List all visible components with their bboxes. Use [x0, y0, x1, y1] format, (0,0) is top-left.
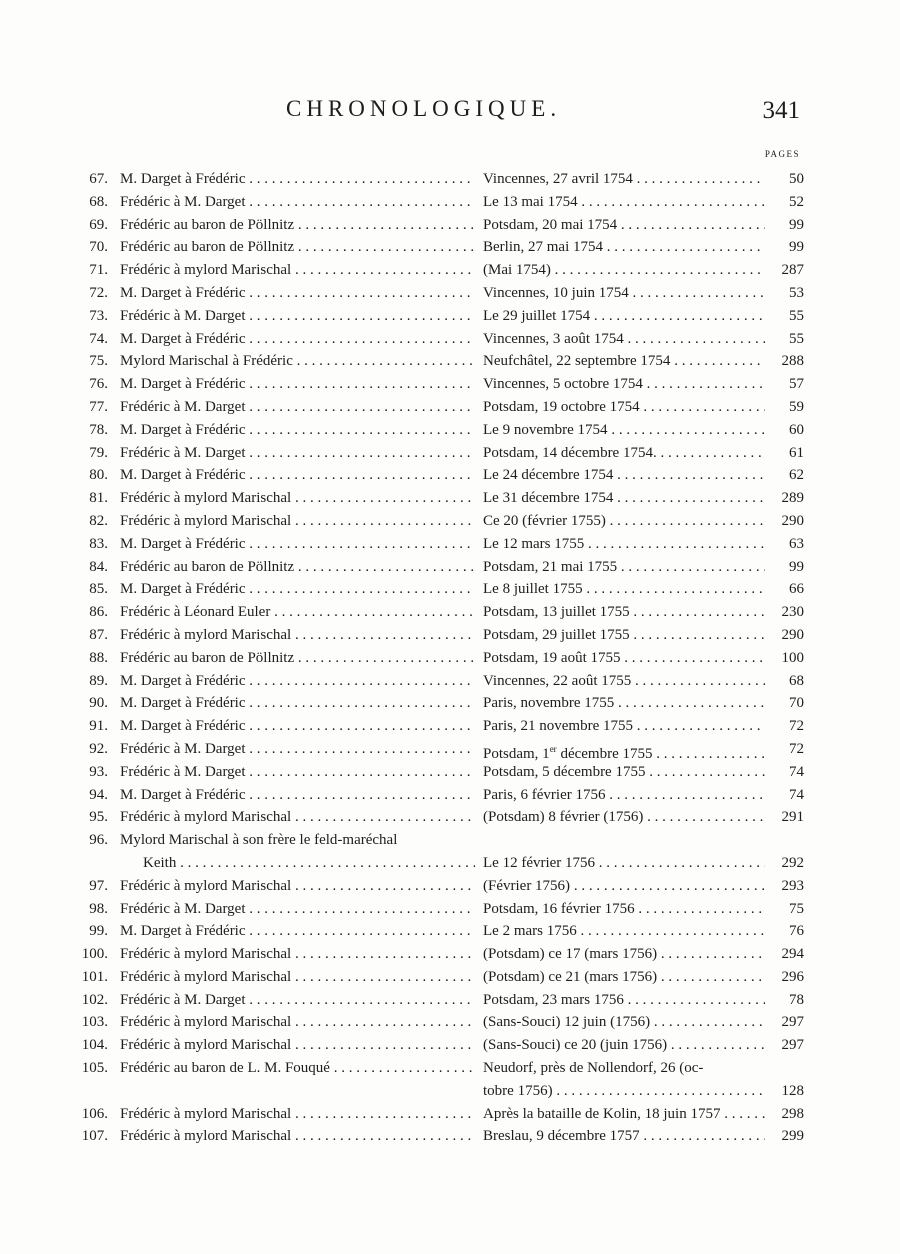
entry-description — [120, 601, 475, 624]
entry-page: 61 — [789, 444, 804, 461]
entry-date-text: (Sans-Souci) 12 juin (1756) . . . — [483, 1014, 765, 1030]
entry-description-text: Frédéric au baron de Pöllnitz . . . — [120, 559, 475, 575]
list-item — [0, 556, 900, 579]
entry-description-text: Mylord Marischal à son frère le feld-maréchal — [120, 832, 401, 848]
entry-description-text: M. Darget à Frédéric . . . — [120, 581, 475, 597]
entry-number: 80. — [89, 467, 108, 484]
entry-page: 290 — [781, 512, 804, 529]
entry-description — [120, 328, 475, 351]
entry-date — [483, 601, 765, 624]
list-item — [0, 898, 900, 921]
entry-date — [483, 784, 765, 807]
entry-description — [120, 989, 475, 1012]
entry-description-text: M. Darget à Frédéric . . . — [120, 331, 475, 347]
entry-page: 100 — [781, 649, 804, 666]
entry-number: 88. — [89, 649, 108, 666]
entry-date-text: Potsdam, 14 décembre 1754. . . . — [483, 445, 765, 461]
entry-number: 98. — [89, 900, 108, 917]
entry-date-text: Potsdam, 20 mai 1754 . . . — [483, 217, 765, 233]
entry-description — [120, 282, 475, 305]
entry-date-text: (Février 1756) . . . — [483, 878, 765, 894]
entry-date — [483, 761, 765, 784]
pages-column-header: PAGES — [764, 149, 800, 159]
entry-number: 103. — [81, 1014, 108, 1031]
list-item — [0, 670, 900, 693]
entry-description-text: Frédéric à M. Darget . . . — [120, 399, 475, 415]
entry-date — [483, 464, 765, 487]
entry-date-text: (Sans-Souci) ce 20 (juin 1756) . . . — [483, 1037, 765, 1053]
entry-date — [483, 1011, 765, 1034]
entry-description — [120, 373, 475, 396]
entry-description-text: Frédéric au baron de Pöllnitz . . . — [120, 217, 475, 233]
entry-description-text: Frédéric à M. Darget . . . — [120, 764, 475, 780]
entry-page: 60 — [789, 421, 804, 438]
entry-date — [483, 647, 765, 670]
entry-date — [483, 305, 765, 328]
entry-description — [120, 1034, 475, 1057]
entry-date-text: Le 2 mars 1756 . . . — [483, 923, 765, 939]
list-item — [0, 236, 900, 259]
entry-description — [120, 692, 475, 715]
entry-number: 86. — [89, 604, 108, 621]
entry-number: 78. — [89, 421, 108, 438]
entry-number: 104. — [81, 1037, 108, 1054]
entry-description-text: Frédéric à M. Darget . . . — [120, 194, 475, 210]
entry-description — [120, 556, 475, 579]
entry-description-text: Frédéric à mylord Marischal . . . — [120, 1014, 475, 1030]
entry-description — [120, 898, 475, 921]
entry-date — [483, 852, 765, 875]
entry-page: 78 — [789, 991, 804, 1008]
entry-number: 95. — [89, 809, 108, 826]
entry-description-text: Frédéric à mylord Marischal . . . — [120, 809, 475, 825]
entry-description — [120, 442, 475, 465]
entry-number: 89. — [89, 672, 108, 689]
entry-description-text: M. Darget à Frédéric . . . — [120, 673, 475, 689]
entry-description-text: Frédéric à M. Darget . . . — [120, 445, 475, 461]
entry-page: 287 — [781, 262, 804, 279]
entry-date-text: Paris, novembre 1755 . . . — [483, 695, 765, 711]
entry-date-text: Neufchâtel, 22 septembre 1754 . . . — [483, 353, 765, 369]
entry-page: 128 — [781, 1082, 804, 1099]
entry-number: 105. — [81, 1060, 108, 1077]
entry-description — [120, 920, 475, 943]
entry-date-text: Ce 20 (février 1755) . . . — [483, 513, 765, 529]
entry-number: 82. — [89, 512, 108, 529]
entry-page: 72 — [789, 718, 804, 735]
entry-description-text: Frédéric à M. Darget . . . — [120, 308, 475, 324]
entry-date — [483, 396, 765, 419]
entry-description — [120, 966, 475, 989]
entry-description-text: Frédéric au baron de L. M. Fouqué . . . — [120, 1060, 475, 1076]
entry-date — [483, 1103, 765, 1126]
entry-page: 70 — [789, 695, 804, 712]
entry-description-text: Frédéric à mylord Marischal . . . — [120, 946, 475, 962]
entry-number: 72. — [89, 284, 108, 301]
entry-date — [483, 214, 765, 237]
entry-number: 92. — [89, 740, 108, 757]
list-item — [0, 806, 900, 829]
entry-number: 87. — [89, 626, 108, 643]
entry-description-text: M. Darget à Frédéric . . . — [120, 787, 475, 803]
list-item — [0, 715, 900, 738]
entry-date — [483, 191, 765, 214]
list-item — [0, 1057, 900, 1080]
entry-description — [120, 464, 475, 487]
entry-description-text: M. Darget à Frédéric . . . — [120, 923, 475, 939]
entry-date — [483, 1057, 783, 1080]
entry-page: 59 — [789, 398, 804, 415]
entry-page: 293 — [781, 877, 804, 894]
list-item — [0, 328, 900, 351]
chronology-list — [0, 168, 900, 1148]
entry-date-text: Potsdam, 19 octobre 1754 . . . — [483, 399, 765, 415]
entry-number: 73. — [89, 307, 108, 324]
entry-description-text: Frédéric à mylord Marischal . . . — [120, 490, 475, 506]
entry-number: 69. — [89, 216, 108, 233]
entry-date — [483, 1034, 765, 1057]
entry-number: 83. — [89, 535, 108, 552]
entry-description — [120, 1011, 475, 1034]
entry-page: 99 — [789, 216, 804, 233]
entry-description-text: Frédéric à mylord Marischal . . . — [120, 513, 475, 529]
list-item — [0, 259, 900, 282]
entry-page: 288 — [781, 353, 804, 370]
entry-number: 77. — [89, 398, 108, 415]
entry-number: 106. — [81, 1105, 108, 1122]
entry-description — [120, 168, 475, 191]
entry-date-text: Paris, 21 novembre 1755 . . . — [483, 718, 765, 734]
entry-number: 71. — [89, 262, 108, 279]
entry-date — [483, 259, 765, 282]
entry-number: 102. — [81, 991, 108, 1008]
entry-date-text: Vincennes, 10 juin 1754 . . . — [483, 285, 765, 301]
list-item — [0, 214, 900, 237]
entry-page: 297 — [781, 1014, 804, 1031]
entry-page: 50 — [789, 171, 804, 187]
entry-description — [120, 1125, 475, 1148]
entry-date-text: Potsdam, 19 août 1755 . . . — [483, 650, 765, 666]
list-item — [0, 784, 900, 807]
entry-date-part: Potsdam, 1 — [483, 745, 550, 762]
entry-page: 291 — [781, 809, 804, 826]
entry-date-superscript: er — [549, 743, 557, 754]
entry-description-text: Frédéric à mylord Marischal . . . — [120, 262, 475, 278]
entry-date — [483, 282, 765, 305]
entry-description — [120, 578, 475, 601]
entry-description — [120, 943, 475, 966]
entry-description-text: Frédéric à mylord Marischal . . . — [120, 627, 475, 643]
entry-number: 85. — [89, 581, 108, 598]
entry-date — [483, 715, 765, 738]
entry-date — [483, 328, 765, 351]
entry-page: 74 — [789, 786, 804, 803]
entry-date-text: Berlin, 27 mai 1754 . . . — [483, 239, 765, 255]
entry-number: 93. — [89, 763, 108, 780]
page-number: 341 — [762, 97, 800, 124]
list-item — [0, 738, 900, 761]
entry-description-text: Frédéric à mylord Marischal . . . — [120, 1037, 475, 1053]
list-item — [0, 943, 900, 966]
entry-page: 297 — [781, 1037, 804, 1054]
entry-number: 67. — [89, 171, 108, 187]
entry-date-text: Potsdam, 29 juillet 1755 . . . — [483, 627, 765, 643]
entry-description — [120, 1103, 475, 1126]
entry-description — [120, 533, 475, 556]
entry-description — [120, 670, 475, 693]
entry-number: 70. — [89, 239, 108, 256]
entry-description-text: Frédéric à mylord Marischal . . . — [120, 878, 475, 894]
list-item — [0, 829, 900, 852]
entry-description-text: Mylord Marischal à Frédéric . . . — [120, 353, 475, 369]
list-item — [0, 1125, 900, 1148]
entry-page: 298 — [781, 1105, 804, 1122]
entry-date — [483, 578, 765, 601]
list-item — [0, 624, 900, 647]
entry-description — [120, 214, 475, 237]
entry-date-text: Après la bataille de Kolin, 18 juin 1757 . . . — [483, 1106, 765, 1122]
entry-number: 96. — [89, 832, 108, 849]
entry-page: 230 — [781, 604, 804, 621]
list-item — [0, 761, 900, 784]
entry-page: 52 — [789, 193, 804, 210]
entry-date-text: Le 29 juillet 1754 . . . — [483, 308, 765, 324]
entry-number: 74. — [89, 330, 108, 347]
entry-date-text: Le 13 mai 1754 . . . — [483, 194, 765, 210]
entry-description-text: Frédéric à mylord Marischal . . . — [120, 969, 475, 985]
entry-description — [120, 875, 475, 898]
entry-number: 99. — [89, 923, 108, 940]
entry-description-text: Frédéric à Léonard Euler . . . — [120, 604, 475, 620]
list-item — [0, 350, 900, 373]
entry-page: 55 — [789, 330, 804, 347]
entry-description — [120, 236, 475, 259]
entry-date-text: Potsdam, 21 mai 1755 . . . — [483, 559, 765, 575]
list-item — [0, 989, 900, 1012]
entry-date — [483, 670, 765, 693]
entry-page: 296 — [781, 968, 804, 985]
entry-description-text: Frédéric à mylord Marischal . . . — [120, 1106, 475, 1122]
entry-description-text: M. Darget à Frédéric . . . — [120, 171, 475, 187]
entry-date — [483, 373, 765, 396]
entry-description — [120, 647, 475, 670]
entry-description-text: Frédéric au baron de Pöllnitz . . . — [120, 650, 475, 666]
entry-date — [483, 419, 765, 442]
entry-description-text: Keith . . . — [143, 855, 475, 871]
entry-page: 99 — [789, 558, 804, 575]
entry-description — [120, 1057, 475, 1080]
entry-description — [120, 350, 475, 373]
entry-number: 100. — [81, 946, 108, 963]
entry-page: 68 — [789, 672, 804, 689]
entry-date — [483, 692, 765, 715]
list-item — [0, 282, 900, 305]
entry-date-text: Vincennes, 3 août 1754 . . . — [483, 331, 765, 347]
entry-description — [120, 191, 475, 214]
entry-description-text: Frédéric à M. Darget . . . — [120, 901, 475, 917]
entry-number: 101. — [81, 968, 108, 985]
entry-page: 289 — [781, 490, 804, 507]
entry-date-text: Le 24 décembre 1754 . . . — [483, 467, 765, 483]
entry-page: 299 — [781, 1128, 804, 1145]
list-item — [0, 578, 900, 601]
entry-date-text: Potsdam, 16 février 1756 . . . — [483, 901, 765, 917]
list-item — [0, 647, 900, 670]
entry-page: 72 — [789, 740, 804, 757]
entry-date-text — [483, 743, 765, 762]
entry-description — [120, 510, 475, 533]
entry-number: 84. — [89, 558, 108, 575]
running-title: CHRONOLOGIQUE. — [286, 96, 562, 121]
entry-page: 75 — [789, 900, 804, 917]
entry-number: 81. — [89, 490, 108, 507]
entry-date-text: (Mai 1754) . . . — [483, 262, 765, 278]
entry-page: 290 — [781, 626, 804, 643]
entry-description-text: Frédéric à mylord Marischal . . . — [120, 1128, 475, 1144]
list-item — [0, 305, 900, 328]
entry-number: 68. — [89, 193, 108, 210]
entry-date — [483, 350, 765, 373]
entry-date-text: Le 12 mars 1755 . . . — [483, 536, 765, 552]
entry-number: 79. — [89, 444, 108, 461]
entry-date-text: (Potsdam) ce 21 (mars 1756) . . . — [483, 969, 765, 985]
entry-date — [483, 533, 765, 556]
entry-date — [483, 806, 765, 829]
entry-description — [120, 624, 475, 647]
entry-date-text: Vincennes, 27 avril 1754 . . . — [483, 171, 765, 187]
entry-number: 90. — [89, 695, 108, 712]
entry-date-text: Potsdam, 23 mars 1756 . . . — [483, 992, 765, 1008]
entry-date — [483, 1080, 765, 1103]
list-item — [0, 875, 900, 898]
list-item-continuation — [0, 1080, 900, 1103]
entry-number: 75. — [89, 353, 108, 370]
entry-page: 76 — [789, 923, 804, 940]
entry-date-text: (Potsdam) ce 17 (mars 1756) . . . — [483, 946, 765, 962]
entry-page: 292 — [781, 854, 804, 871]
list-item — [0, 396, 900, 419]
entry-date-text: tobre 1756) . . . — [483, 1083, 765, 1099]
list-item — [0, 487, 900, 510]
list-item — [0, 692, 900, 715]
entry-date-part: décembre 1755 — [556, 745, 653, 762]
entry-page: 66 — [789, 581, 804, 598]
entry-date-text: Le 31 décembre 1754 . . . — [483, 490, 765, 506]
entry-date — [483, 556, 765, 579]
entry-date — [483, 898, 765, 921]
entry-date — [483, 920, 765, 943]
entry-description-text: M. Darget à Frédéric . . . — [120, 467, 475, 483]
entry-page: 53 — [789, 284, 804, 301]
entry-description-text: M. Darget à Frédéric . . . — [120, 536, 475, 552]
entry-description — [120, 396, 475, 419]
entry-date-text: Vincennes, 5 octobre 1754 . . . — [483, 376, 765, 392]
entry-date — [483, 442, 765, 465]
entry-page: 62 — [789, 467, 804, 484]
list-item — [0, 1034, 900, 1057]
entry-date-text: Le 9 novembre 1754 . . . — [483, 422, 765, 438]
entry-description-text: Frédéric à M. Darget . . . — [120, 992, 475, 1008]
entry-page: 99 — [789, 239, 804, 256]
entry-number: 94. — [89, 786, 108, 803]
list-item — [0, 419, 900, 442]
entry-description — [143, 852, 475, 875]
list-item — [0, 966, 900, 989]
entry-description-text: M. Darget à Frédéric . . . — [120, 695, 475, 711]
entry-date-text: Potsdam, 13 juillet 1755 . . . — [483, 604, 765, 620]
list-item — [0, 442, 900, 465]
list-item — [0, 510, 900, 533]
entry-description-text: M. Darget à Frédéric . . . — [120, 422, 475, 438]
entry-page: 57 — [789, 376, 804, 393]
entry-number: 76. — [89, 376, 108, 393]
entry-date-text: (Potsdam) 8 février (1756) . . . — [483, 809, 765, 825]
list-item — [0, 373, 900, 396]
entry-description-text: M. Darget à Frédéric . . . — [120, 285, 475, 301]
entry-date-text: Le 12 février 1756 . . . — [483, 855, 765, 871]
entry-description — [120, 806, 475, 829]
entry-date — [483, 943, 765, 966]
list-item — [0, 601, 900, 624]
entry-date — [483, 236, 765, 259]
entry-number: 91. — [89, 718, 108, 735]
entry-date — [483, 624, 765, 647]
entry-date-text: Le 8 juillet 1755 . . . — [483, 581, 765, 597]
entry-date — [483, 989, 765, 1012]
list-item — [0, 464, 900, 487]
entry-date — [483, 875, 765, 898]
list-item — [0, 920, 900, 943]
entry-date — [483, 966, 765, 989]
entry-description — [120, 305, 475, 328]
entry-number: 107. — [81, 1128, 108, 1145]
entry-date-text: Potsdam, 5 décembre 1755 . . . — [483, 764, 765, 780]
list-item-continuation — [0, 852, 900, 875]
entry-description — [120, 738, 475, 761]
entry-date-text: Neudorf, près de Nollendorf, 26 (oc- — [483, 1060, 707, 1076]
entry-date-text: Vincennes, 22 août 1755 . . . — [483, 673, 765, 689]
entry-description-text: Frédéric au baron de Pöllnitz . . . — [120, 239, 475, 255]
entry-description — [120, 829, 500, 852]
entry-date — [483, 487, 765, 510]
entry-description — [120, 419, 475, 442]
entry-description — [120, 784, 475, 807]
entry-date-text: Breslau, 9 décembre 1757 . . . — [483, 1128, 765, 1144]
entry-page: 55 — [789, 307, 804, 324]
entry-date — [483, 168, 765, 191]
list-item — [0, 1103, 900, 1126]
entry-description — [120, 715, 475, 738]
entry-date-text: Paris, 6 février 1756 . . . — [483, 787, 765, 803]
entry-page: 63 — [789, 535, 804, 552]
entry-description — [120, 761, 475, 784]
entry-description-text: Frédéric à M. Darget . . . — [120, 741, 475, 757]
list-item — [0, 168, 900, 191]
list-item — [0, 533, 900, 556]
entry-description-text: M. Darget à Frédéric . . . — [120, 718, 475, 734]
entry-description-text: M. Darget à Frédéric . . . — [120, 376, 475, 392]
entry-description — [120, 259, 475, 282]
entry-number: 97. — [89, 877, 108, 894]
entry-description — [120, 487, 475, 510]
list-item — [0, 1011, 900, 1034]
entry-page: 74 — [789, 763, 804, 780]
list-item — [0, 191, 900, 214]
entry-date — [483, 510, 765, 533]
entry-date — [483, 1125, 765, 1148]
entry-page: 294 — [781, 946, 804, 963]
